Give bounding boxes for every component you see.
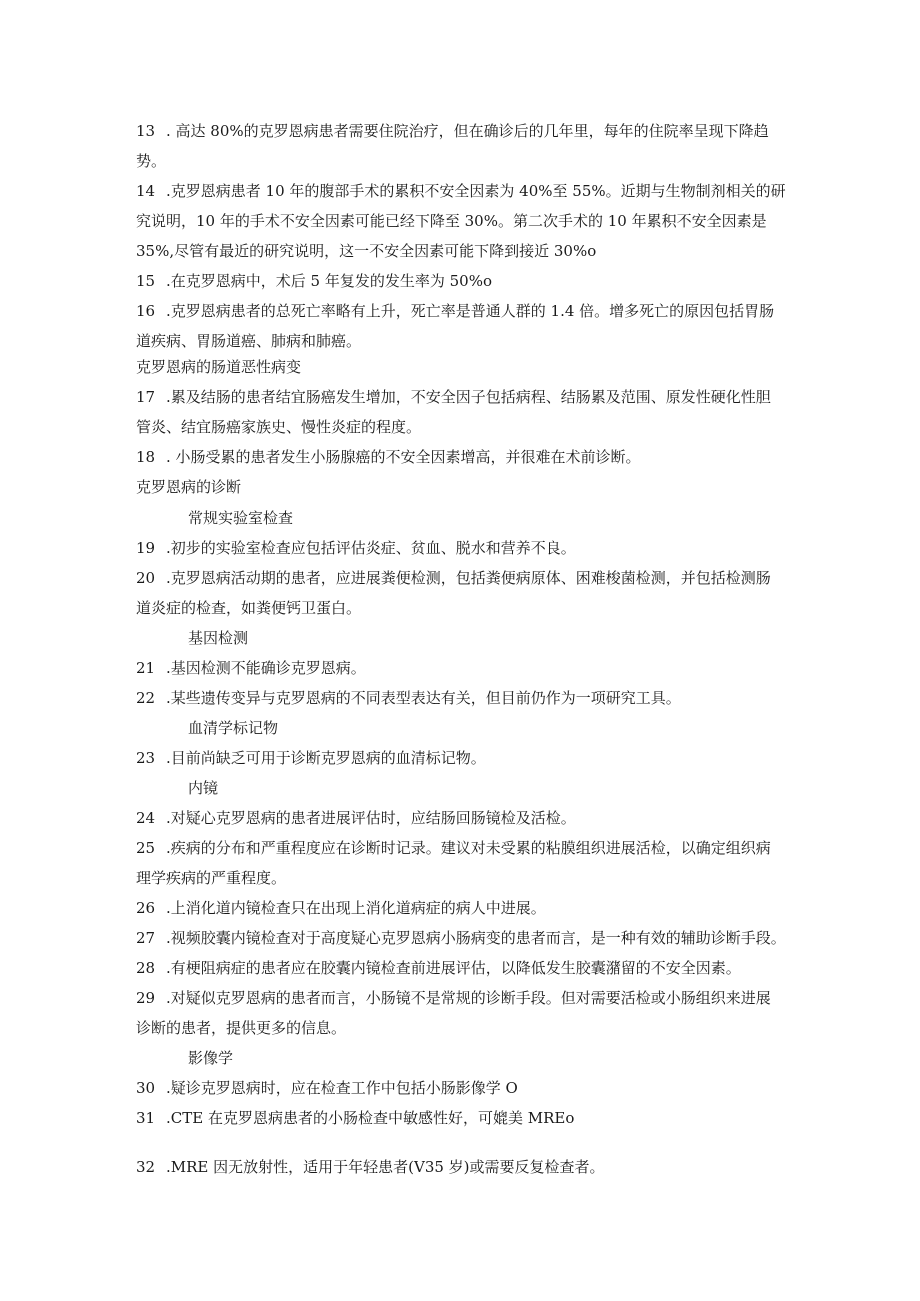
item-number: 30 (136, 1079, 156, 1097)
numbered-item (136, 927, 786, 949)
line-text: 影像学 (188, 1049, 234, 1067)
text-line (136, 867, 286, 889)
line-text: .有梗阻病症的患者应在胶囊内镜检查前进展评估，以降低发生胶囊潴留的不安全因素。 (166, 959, 741, 977)
numbered-item (136, 657, 366, 679)
line-text: 内镜 (188, 779, 219, 797)
text-line (136, 356, 301, 378)
line-text: 血清学标记物 (188, 719, 279, 737)
numbered-item (136, 807, 576, 829)
text-line (136, 150, 166, 172)
line-text: .视频胶囊内镜检查对于高度疑心克罗恩病小肠病变的患者而言，是一种有效的辅助诊断手段。 (166, 929, 786, 947)
section-subheading (188, 777, 218, 799)
item-number: 24 (136, 809, 156, 827)
text-line (136, 597, 361, 619)
text-line (136, 1017, 346, 1039)
item-number: 27 (136, 929, 156, 947)
item-number: 21 (136, 659, 156, 677)
line-text: .目前尚缺乏可用于诊断克罗恩病的血清标记物。 (166, 749, 486, 767)
numbered-item (136, 957, 741, 979)
item-number: 23 (136, 749, 156, 767)
numbered-item (136, 180, 786, 202)
text-line (136, 210, 767, 232)
item-number: 32 (136, 1158, 156, 1176)
item-number: 25 (136, 839, 156, 857)
line-text: 常规实验室检查 (188, 509, 294, 527)
section-subheading (188, 627, 248, 649)
line-text: .疾病的分布和严重程度应在诊断时记录。建议对未受累的粘膜组织进展活检，以确定组织病 (166, 839, 771, 857)
line-text: 管炎、结宜肠癌家族史、慢性炎症的程度。 (136, 418, 422, 436)
section-subheading (188, 507, 293, 529)
numbered-item (136, 837, 771, 859)
item-number: 18 (136, 448, 156, 466)
numbered-item (136, 446, 641, 468)
item-number: 16 (136, 302, 156, 320)
section-subheading (188, 717, 278, 739)
item-number: 31 (136, 1109, 156, 1127)
numbered-item (136, 1156, 605, 1178)
line-text: .对疑心克罗恩病的患者进展评估时，应结肠回肠镜检及活检。 (166, 809, 576, 827)
line-text: .克罗恩病患者 10 年的腹部手术的累积不安全因素为 40%至 55%。近期与生物制剂相关的研 (166, 182, 786, 200)
line-text: .克罗恩病患者的总死亡率略有上升，死亡率是普通人群的 1.4 倍。增多死亡的原因包括胃肠 (166, 302, 775, 320)
numbered-item (136, 747, 486, 769)
section-subheading (188, 1047, 233, 1069)
line-text: . 小肠受累的患者发生小肠腺癌的不安全因素增高，并很难在术前诊断。 (166, 448, 641, 466)
numbered-item (136, 987, 771, 1009)
text-line (136, 240, 596, 262)
numbered-item (136, 120, 769, 142)
line-text: .对疑似克罗恩病的患者而言，小肠镜不是常规的诊断手段。但对需要活检或小肠组织来进展 (166, 989, 771, 1007)
text-line (136, 416, 421, 438)
line-text: . 高达 80%的克罗恩病患者需要住院治疗，但在确诊后的几年里，每年的住院率呈现下降趋 (166, 122, 769, 140)
line-text: .CTE 在克罗恩病患者的小肠检查中敏感性好，可媲美 MREo (166, 1109, 575, 1127)
text-line (136, 330, 361, 352)
numbered-item (136, 300, 774, 322)
line-text: .某些遗传变异与克罗恩病的不同表型表达有关，但目前仍作为一项研究工具。 (166, 689, 681, 707)
line-text: 势。 (136, 152, 167, 170)
line-text: .在克罗恩病中，术后 5 年复发的发生率为 50%o (166, 272, 492, 290)
line-text: 克罗恩病的诊断 (136, 478, 242, 496)
item-number: 29 (136, 989, 156, 1007)
item-number: 17 (136, 388, 156, 406)
numbered-item (136, 1077, 518, 1099)
item-number: 26 (136, 899, 156, 917)
line-text: 道疾病、胃肠道癌、肺病和肺癌。 (136, 332, 362, 350)
item-number: 28 (136, 959, 156, 977)
numbered-item (136, 386, 771, 408)
numbered-item (136, 1107, 574, 1129)
line-text: 究说明，10 年的手术不安全因素可能已经下降至 30%。第二次手术的 10 年累积不安全因素是 (136, 212, 767, 230)
numbered-item (136, 537, 576, 559)
numbered-item (136, 270, 492, 292)
item-number: 22 (136, 689, 156, 707)
line-text: 基因检测 (188, 629, 249, 647)
item-number: 19 (136, 539, 156, 557)
item-number: 13 (136, 122, 156, 140)
item-number: 20 (136, 569, 156, 587)
line-text: .基因检测不能确诊克罗恩病。 (166, 659, 366, 677)
line-text: 诊断的患者，提供更多的信息。 (136, 1019, 347, 1037)
line-text: .克罗恩病活动期的患者，应进展粪便检测，包括粪便病原体、困难梭菌检测，并包括检测肠 (166, 569, 771, 587)
numbered-item (136, 897, 546, 919)
line-text: .上消化道内镜检查只在出现上消化道病症的病人中进展。 (166, 899, 546, 917)
line-text: .累及结肠的患者结宜肠癌发生增加，不安全因子包括病程、结肠累及范围、原发性硬化性胆 (166, 388, 771, 406)
line-text: 克罗恩病的肠道恶性病变 (136, 358, 302, 376)
line-text: .疑诊克罗恩病时，应在检查工作中包括小肠影像学 O (166, 1079, 518, 1097)
numbered-item (136, 687, 681, 709)
text-line (136, 476, 241, 498)
item-number: 14 (136, 182, 156, 200)
line-text: 35%,尽管有最近的研究说明，这一不安全因素可能下降到接近 30%o (136, 242, 597, 260)
line-text: 道炎症的检查，如粪便钙卫蛋白。 (136, 599, 362, 617)
item-number: 15 (136, 272, 156, 290)
line-text: 理学疾病的严重程度。 (136, 869, 287, 887)
numbered-item (136, 567, 771, 589)
line-text: .初步的实验室检查应包括评估炎症、贫血、脱水和营养不良。 (166, 539, 576, 557)
line-text: .MRE 因无放射性，适用于年轻患者(V35 岁)或需要反复检查者。 (166, 1158, 605, 1176)
